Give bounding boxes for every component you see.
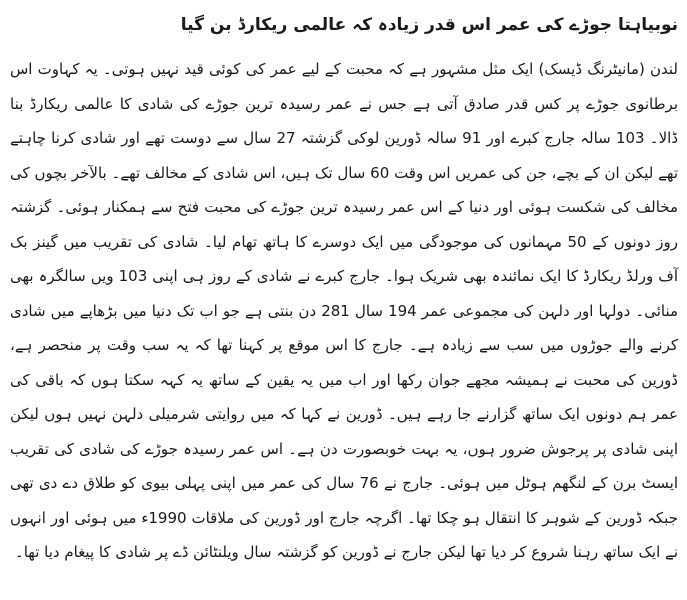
article-headline: نوبیاہتا جوڑے کی عمر اس قدر زیادہ کہ عالمی ریکارڈ بن گیا [180,15,678,35]
news-article [10,8,678,570]
article-body: لندن (مانیٹرنگ ڈیسک) ایک مثل مشہور ہے کہ محبت کے لیے عمر کی کوئی قید نہیں ہوتی۔ یہ کہاوت اس برطانوی جوڑے پر کس قدر صادق آتی ہے جس نے عمر رسیدہ ترین جوڑے کی شادی کا عالمی ریکارڈ بنا ڈالا۔ 103 سالہ جارج کبرے اور 91 سالہ ڈورین لوکی گزشتہ 27 سال سے دوست تھے اور شادی کرنا چاہتے تھے لیکن ان کے بچے، جن کی عمریں اس وقت 60 سال تک ہیں، اس شادی کے مخالف تھے۔ بالآخر بچوں کی مخالف کی شکست ہوئی اور دنیا کے اس عمر رسیدہ ترین جوڑے کی محبت فتح سے ہمکنار ہوئی۔ گزشتہ روز دونوں کے 50 مہمانوں کی موجودگی میں ایک دوسرے کا ہاتھ تھام لیا۔ شادی کی تقریب میں گینز بک آف ورلڈ ریکارڈ کا ایک نمائندہ بھی شریک ہوا۔ جارج کبرے نے شادی کے روز ہی اپنی 103 ویں سالگرہ بھی منائی۔ دولہا اور دلہن کی مجموعی عمر 194 سال 281 دن بنتی ہے جو اب تک دنیا میں بڑھاپے میں شادی کرنے والے جوڑوں میں سب سے زیادہ ہے۔ جارج کا اس موقع پر کہنا تھا کہ یہ سب وقت پر منحصر ہے، ڈورین کی محبت نے ہمیشہ مجھے جوان رکھا اور اب میں یہ یقین کے ساتھ یہ کہہ سکتا ہوں کہ باقی کی عمر ہم دونوں ایک ساتھ گزارنے جا رہے ہیں۔ ڈورین نے کہا کہ میں روایتی شرمیلی دلہن نہیں ہوں لیکن اپنی شادی پر پرجوش ضرور ہوں، یہ بہت خوبصورت دن ہے۔ اس عمر رسیدہ جوڑے کی شادی کی تقریب ایسٹ برن کے لنگھم ہوٹل میں ہوئی۔ جارج نے 76 سال کی عمر میں اپنی پہلی بیوی کو طلاق دے دی تھی جبکہ ڈورین کے شوہر کا انتقال ہو چکا تھا۔ اگرچہ جارج اور ڈورین کی ملاقات 1990ء میں ہوئی اور انہوں نے ایک ساتھ رہنا شروع کر دیا تھا لیکن جارج نے ڈورین کو گزشتہ سال ویلنٹائن ڈے پر شادی کا پیغام دیا تھا۔ [10,60,679,561]
